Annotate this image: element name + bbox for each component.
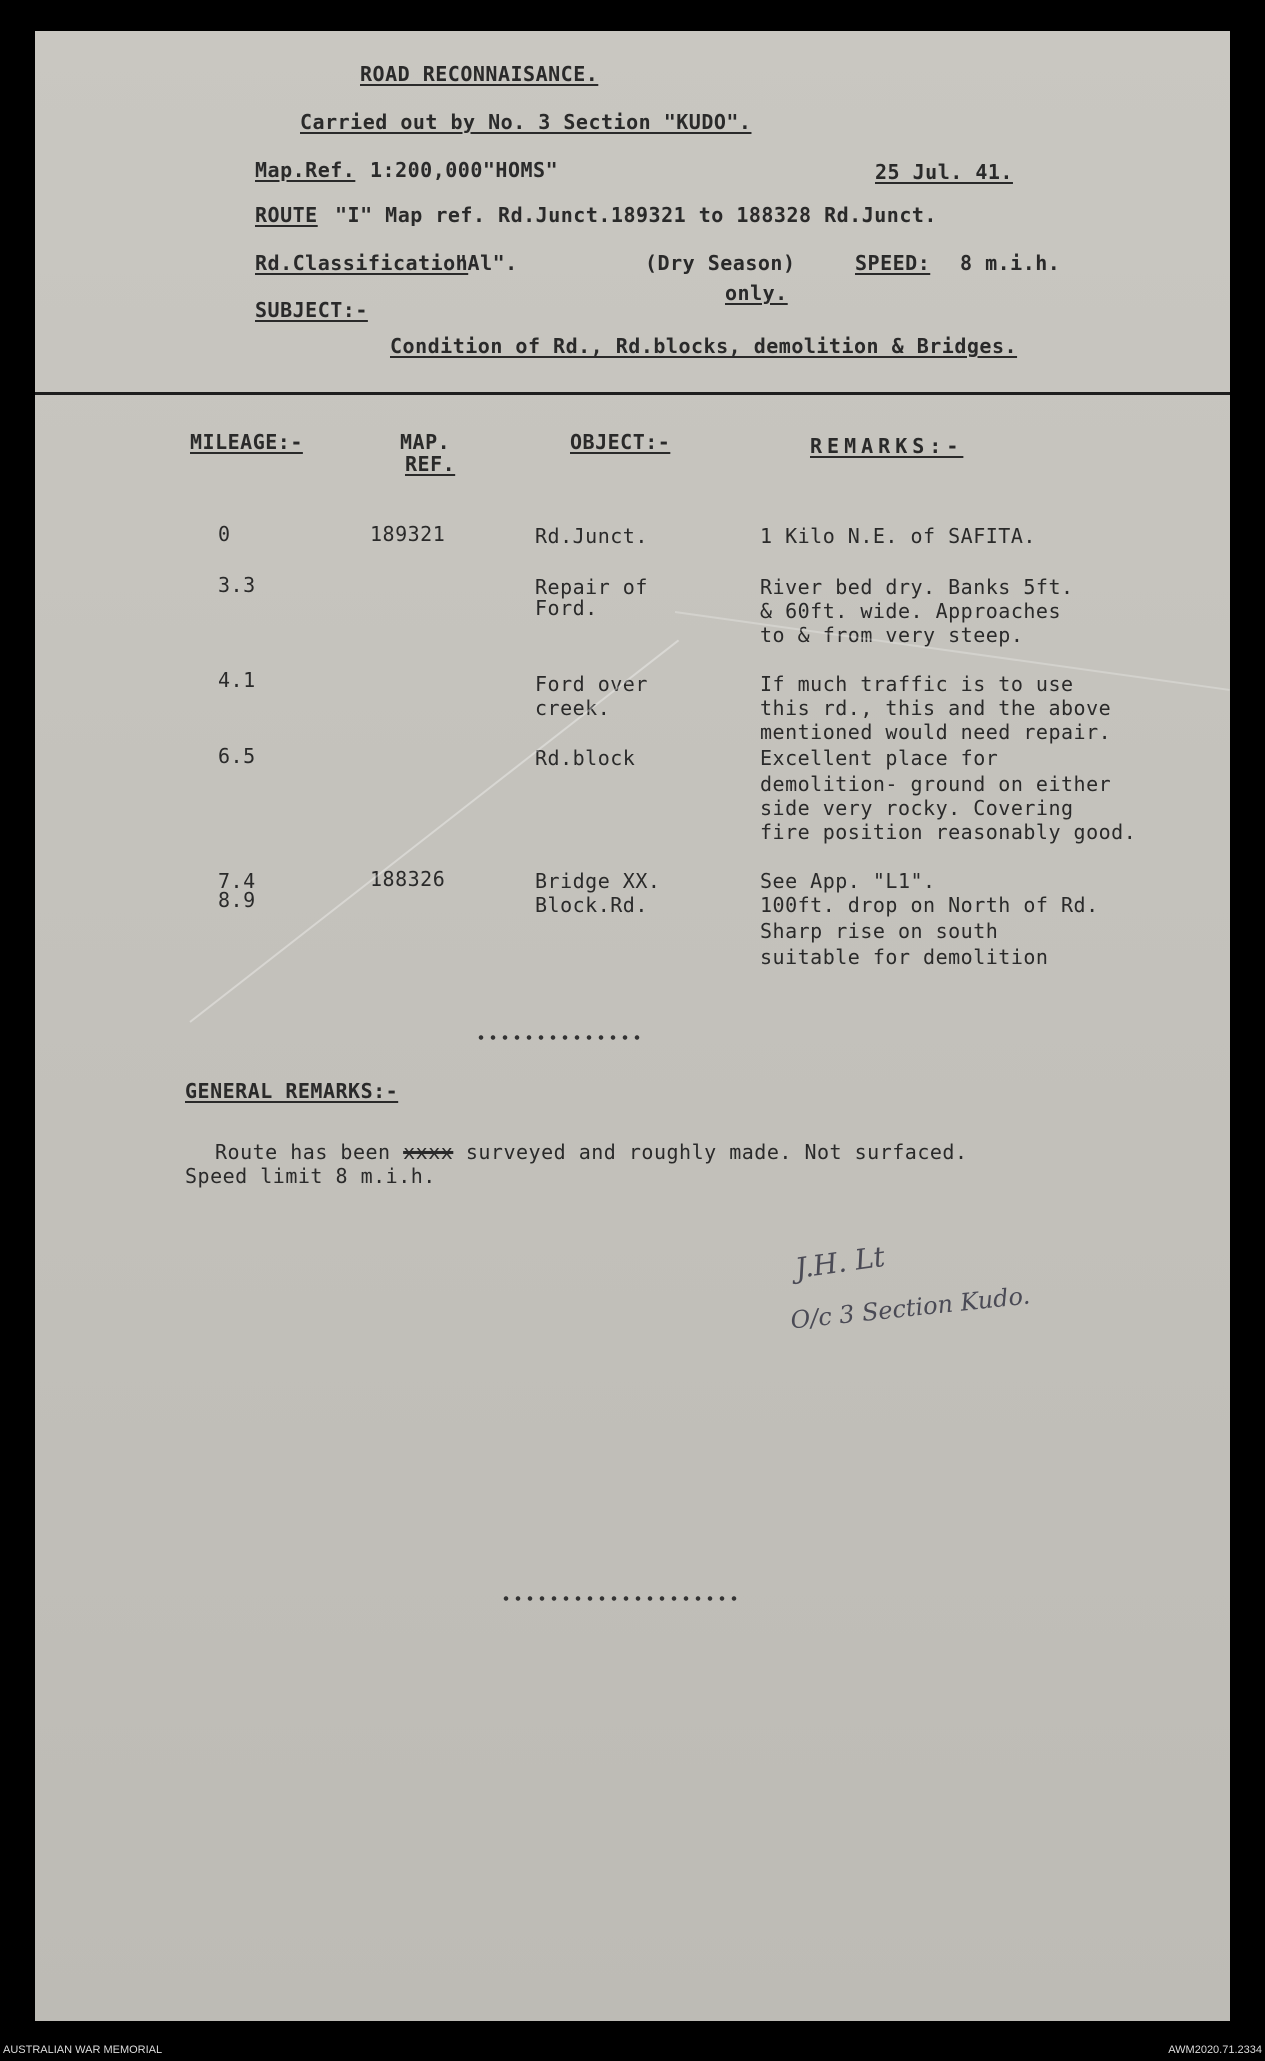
row-0-mileage: 0 bbox=[218, 522, 231, 546]
row-0-mapref: 189321 bbox=[370, 522, 446, 546]
row-4-mapref: 188326 bbox=[370, 867, 446, 891]
map-ref-label: Map.Ref. bbox=[255, 158, 356, 182]
col-header-mapref-1: MAP. bbox=[400, 430, 451, 454]
row-1-mileage: 3.3 bbox=[218, 573, 256, 597]
col-header-object: OBJECT:- bbox=[570, 430, 671, 454]
row-3-remarks-1: Excellent place for bbox=[760, 746, 999, 770]
row-4-mileage: 7.4 bbox=[218, 869, 256, 893]
row-1-object-1: Repair of bbox=[535, 575, 648, 599]
row-2-remarks-3: mentioned would need repair. bbox=[760, 720, 1112, 744]
speed-value: 8 m.i.h. bbox=[960, 251, 1061, 275]
row-3-remarks-2: demolition- ground on either bbox=[760, 772, 1112, 796]
row-3-remarks-3: side very rocky. Covering bbox=[760, 796, 1074, 820]
route-label: ROUTE bbox=[255, 203, 318, 227]
row-5-object: Block.Rd. bbox=[535, 893, 648, 917]
row-4-remarks: See App. "L1". bbox=[760, 869, 936, 893]
paper-crease bbox=[189, 640, 679, 1023]
map-ref-value: 1:200,000"HOMS" bbox=[370, 158, 559, 182]
season-text: (Dry Season) bbox=[645, 251, 796, 275]
subject-label: SUBJECT:- bbox=[255, 298, 368, 322]
row-2-object-2: creek. bbox=[535, 696, 611, 720]
general-remarks-text-post: surveyed and roughly made. Not surfaced. bbox=[453, 1140, 968, 1164]
row-2-mileage: 4.1 bbox=[218, 668, 256, 692]
general-remarks-label: GENERAL REMARKS:- bbox=[185, 1079, 399, 1103]
row-2-object-1: Ford over bbox=[535, 672, 648, 696]
classification-label: Rd.Classification bbox=[255, 251, 469, 275]
row-3-remarks-4: fire position reasonably good. bbox=[760, 820, 1137, 844]
row-0-object: Rd.Junct. bbox=[535, 524, 648, 548]
row-2-remarks-2: this rd., this and the above bbox=[760, 696, 1112, 720]
footer-accession: AWM2020.71.2334 bbox=[1168, 2044, 1262, 2056]
signature-line-1: J.H. Lt bbox=[793, 1239, 887, 1286]
speed-label: SPEED: bbox=[855, 251, 931, 275]
document-date: 25 Jul. 41. bbox=[875, 160, 1013, 184]
col-header-mileage: MILEAGE:- bbox=[190, 430, 303, 454]
general-remarks-struck-text: xxxx bbox=[403, 1140, 454, 1164]
carried-out-line: Carried out by No. 3 Section "KUDO". bbox=[300, 110, 752, 134]
row-5-mileage: 8.9 bbox=[218, 888, 256, 912]
row-4-object: Bridge XX. bbox=[535, 869, 661, 893]
document-title: ROAD RECONNAISANCE. bbox=[360, 62, 599, 86]
row-0-remarks: 1 Kilo N.E. of SAFITA. bbox=[760, 524, 1036, 548]
signature-line-2: O/c 3 Section Kudo. bbox=[789, 1281, 1032, 1335]
document-page bbox=[35, 31, 1230, 2021]
general-remarks-line-1 bbox=[215, 1140, 967, 1164]
col-header-mapref-2: REF. bbox=[405, 452, 456, 476]
footer-institution: AUSTRALIAN WAR MEMORIAL bbox=[3, 2044, 163, 2056]
row-1-object-2: Ford. bbox=[535, 596, 598, 620]
classification-value: "Al". bbox=[455, 251, 518, 275]
subject-value: Condition of Rd., Rd.blocks, demolition & Bridges. bbox=[390, 334, 1018, 358]
row-5-remarks-1: 100ft. drop on North of Rd. bbox=[760, 893, 1099, 917]
row-2-remarks-1: If much traffic is to use bbox=[760, 672, 1074, 696]
row-3-object: Rd.block bbox=[535, 746, 636, 770]
season-only: only. bbox=[725, 281, 788, 305]
row-5-remarks-3: suitable for demolition bbox=[760, 945, 1049, 969]
row-5-remarks-2: Sharp rise on south bbox=[760, 919, 999, 943]
general-remarks-line-2: Speed limit 8 m.i.h. bbox=[185, 1164, 436, 1188]
row-1-remarks-2: & 60ft. wide. Approaches bbox=[760, 599, 1061, 623]
row-1-remarks-3: to & from very steep. bbox=[760, 623, 1024, 647]
general-remarks-text-pre: Route has been bbox=[215, 1140, 404, 1164]
row-1-remarks-1: River bed dry. Banks 5ft. bbox=[760, 575, 1074, 599]
dotted-separator-1 bbox=[475, 1035, 643, 1040]
row-3-mileage: 6.5 bbox=[218, 744, 256, 768]
route-value: "I" Map ref. Rd.Junct.189321 to 188328 Rd.Junct. bbox=[335, 203, 937, 227]
separator-line bbox=[35, 392, 1230, 395]
col-header-remarks: REMARKS:- bbox=[810, 434, 964, 458]
dotted-separator-2 bbox=[500, 1596, 740, 1601]
